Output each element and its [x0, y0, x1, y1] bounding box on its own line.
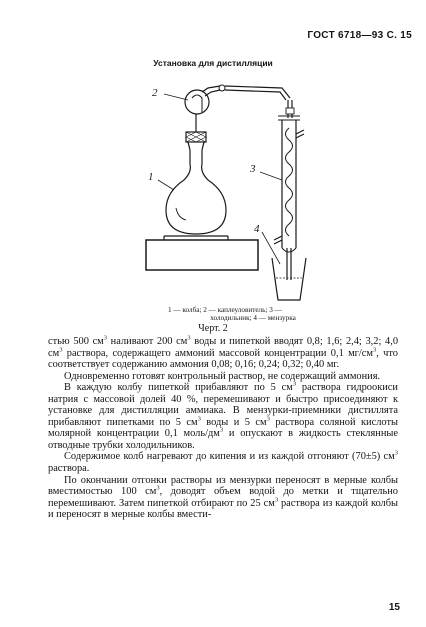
figure-title: Установка для дистилляции: [153, 58, 273, 68]
condenser: [282, 120, 296, 248]
legend-line-2: холодильник; 4 — мензурка: [210, 314, 296, 322]
paragraph-1: стью 500 $см^3$ наливают 200 $см^3$ воды и пипеткой вводят 0,8; 1,6; 2,4; 3,2; 4,0 $см^3$ раствора, содержащего аммоний массовой концентрации 0,1 $мг/см^3$, что соответствует содержанию аммония 0,08; 0,16; 0,24; 0,32; 0,40 мг.: [48, 334, 399, 371]
distillation-apparatus-diagram: [110, 68, 320, 304]
legend-line-1: 1 — колба; 2 — каплеуловитель; 3 —: [168, 306, 282, 314]
body-text: [48, 336, 398, 521]
receiver: [272, 258, 306, 300]
paragraph-5: По окончании отгонки растворы из мензурки переносят в мерные колбы вместимостью 100 $см^3$, доводят объем водой до метки и тщательно перемешивают. Затем пипеткой отбирают по 25 $см^3$ раствора из каждой колбы и переносят в мерные колбы вмести-: [48, 474, 398, 521]
figure-caption: Черт. 2: [198, 323, 228, 334]
label-1: 1: [148, 171, 154, 183]
splash-trap: [185, 90, 209, 114]
paragraph-2: Одновременно готовят контрольный раствор, не содержащий аммония.: [64, 370, 381, 382]
paragraph-3: В каждую колбу пипеткой прибавляют по 5 $см^3$ раствора гидроокиси натрия с массовой долей 40 %, перемешивают и быстро присоединяют к установке для дистилляции аммиака. В мензурки-приемники дистиллята прибавляют пипетками по 5 $см^3$ воды и 5 $см^3$ раствора соляной кислоты молярной концентрации 0,1 моль/$дм^3$ и опускают в жидкость стеклянные отводные трубки холодильников.: [48, 380, 398, 451]
page-header: ГОСТ 6718—93 С. 15: [307, 30, 412, 41]
label-3: 3: [250, 163, 256, 175]
flask: [166, 150, 226, 234]
page-number: 15: [388, 602, 400, 613]
label-2: 2: [152, 87, 158, 99]
figure-legend: [168, 306, 338, 322]
heating-plate: [146, 240, 258, 270]
paragraph-4: Содержимое колб нагревают до кипения и из каждой отгоняют (70±5) $см^3$ раствора.: [48, 450, 398, 475]
label-4: 4: [254, 223, 260, 235]
